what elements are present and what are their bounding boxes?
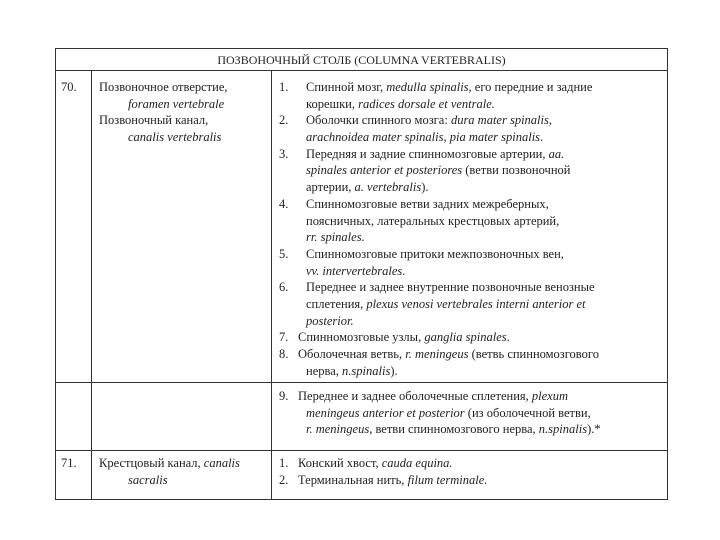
text-line xyxy=(99,129,228,146)
latin-term: medulla spinalis xyxy=(386,80,469,94)
list-item xyxy=(279,79,664,112)
list-item xyxy=(279,455,664,472)
text-line xyxy=(279,246,664,263)
text: Оболочечная ветвь, xyxy=(298,347,406,361)
latin-term: n.spinalis xyxy=(538,422,588,437)
item-number: 1. xyxy=(279,456,289,470)
text: , его передние и задние xyxy=(468,80,593,94)
list-item xyxy=(279,472,664,489)
latin-term: a. vertebralis xyxy=(354,180,422,195)
text: (ветвь спинномозгового xyxy=(468,347,599,361)
text-line xyxy=(99,96,228,113)
latin-term: vv. intervertebrales xyxy=(306,263,403,278)
text: . xyxy=(402,263,406,278)
text: корешки, xyxy=(306,96,359,111)
text: Конский хвост, xyxy=(298,456,382,470)
latin-term: ganglia spinales xyxy=(424,330,507,345)
list-item xyxy=(279,388,664,438)
text-line xyxy=(99,112,228,129)
table-title: ПОЗВОНОЧНЫЙ СТОЛБ (COLUMNA VERTEBRALIS) xyxy=(217,53,506,67)
latin-term: n.spinalis xyxy=(342,363,391,378)
text: Переднее и заднее оболочечные сплетения, xyxy=(298,389,532,403)
item-number: 1. xyxy=(279,80,289,94)
divider xyxy=(56,70,667,71)
text-line xyxy=(279,421,664,438)
vertebral-column-table xyxy=(55,48,668,500)
list-item xyxy=(279,112,664,145)
latin-term: arachnoidea mater spinalis, pia mater spinalis xyxy=(306,130,541,145)
text-line xyxy=(279,472,664,489)
divider xyxy=(91,70,92,499)
latin-term: posterior. xyxy=(306,313,354,328)
text: Оболочки спинного мозга: xyxy=(306,113,451,128)
text-line xyxy=(279,179,664,196)
text: артерии, xyxy=(306,180,355,195)
text: ). xyxy=(421,180,429,195)
text: Позвоночный канал, xyxy=(99,113,209,128)
text-line xyxy=(99,455,240,472)
latin-term: sacralis xyxy=(128,472,168,487)
text: Спинномозговые ветви задних межреберных, xyxy=(306,196,549,211)
text-line xyxy=(279,329,664,346)
divider xyxy=(56,382,667,383)
latin-term: canalis xyxy=(203,456,240,470)
item-number: 5. xyxy=(279,246,289,261)
text-line xyxy=(279,263,664,280)
divider xyxy=(271,70,272,499)
text-line xyxy=(279,279,664,296)
text: . xyxy=(540,130,544,145)
text: ). xyxy=(390,363,398,378)
latin-term: meningeus anterior et posterior xyxy=(306,405,465,420)
item-number: 3. xyxy=(279,146,289,161)
latin-term: spinales anterior et posteriores xyxy=(306,163,463,178)
text-line xyxy=(279,112,664,129)
item-number: 2. xyxy=(279,113,289,128)
text-line xyxy=(279,162,664,179)
text-line xyxy=(279,405,664,422)
text: (ветви позвоночной xyxy=(462,163,571,178)
list-item xyxy=(279,196,664,246)
text: Переднее и заднее внутренние позвоночные венозные xyxy=(306,280,595,295)
text-line xyxy=(279,146,664,163)
text: сплетения, xyxy=(306,296,367,311)
contents-list xyxy=(279,455,664,488)
text: , ветви спинномозгового нерва, xyxy=(369,422,539,437)
text: (из оболочечной ветви, xyxy=(464,405,591,420)
text: Крестцовый канал, xyxy=(99,456,204,470)
divider xyxy=(56,450,667,451)
text: Спинномозговые притоки межпозвоночных вен, xyxy=(306,246,564,261)
latin-term: plexum xyxy=(531,389,569,403)
item-number: 2. xyxy=(279,472,289,487)
text: Терминальная нить, xyxy=(298,472,408,487)
contents-list xyxy=(279,79,664,379)
latin-term: foramen vertebrale xyxy=(128,96,225,111)
contents-list xyxy=(279,388,664,438)
latin-term: canalis vertebralis xyxy=(128,130,222,145)
latin-term: r. meningeus xyxy=(306,422,370,437)
item-number: 7. xyxy=(279,330,289,345)
text: нерва, xyxy=(306,363,343,378)
item-number: 4. xyxy=(279,196,289,211)
latin-term: plexus venosi vertebrales interni anterior et xyxy=(366,296,586,311)
structure-name xyxy=(99,79,228,146)
text-line xyxy=(279,313,664,330)
text: поясничных, латеральных крестцовых артерий, xyxy=(306,213,560,228)
row-number: 71. xyxy=(61,456,77,470)
latin-term: rr. spinales. xyxy=(306,230,365,245)
text-line xyxy=(279,346,664,363)
latin-term: dura mater spinalis, xyxy=(450,113,552,128)
latin-term: aa. xyxy=(548,146,565,161)
list-item xyxy=(279,329,664,346)
list-item xyxy=(279,279,664,329)
text-line xyxy=(279,363,664,380)
text-line xyxy=(279,96,664,113)
text-line xyxy=(279,196,664,213)
text-line xyxy=(279,388,664,405)
structure-name xyxy=(99,455,240,488)
latin-term: r. meningeus xyxy=(405,347,469,361)
item-number: 9. xyxy=(279,389,289,403)
text-line xyxy=(279,79,664,96)
text-line xyxy=(279,213,664,230)
text: ).* xyxy=(587,422,601,437)
text-line xyxy=(99,472,240,489)
item-number: 8. xyxy=(279,347,289,361)
latin-term: radices dorsale et ventrale. xyxy=(358,96,495,111)
text-line xyxy=(279,296,664,313)
item-number: 6. xyxy=(279,280,289,295)
list-item xyxy=(279,146,664,196)
latin-term: filum terminale. xyxy=(407,472,488,487)
text: . xyxy=(506,330,510,345)
text: Спинномозговые узлы, xyxy=(298,330,425,345)
text-line xyxy=(279,455,664,472)
row-number: 70. xyxy=(61,80,77,94)
latin-term: cauda equina. xyxy=(381,456,453,470)
list-item xyxy=(279,246,664,279)
text-line xyxy=(279,129,664,146)
text: Спинной мозг, xyxy=(306,80,387,94)
text-line xyxy=(99,79,228,96)
text-line xyxy=(279,229,664,246)
text: Передняя и задние спинномозговые артерии, xyxy=(306,146,549,161)
list-item xyxy=(279,346,664,379)
text: Позвоночное отверстие, xyxy=(99,80,228,94)
